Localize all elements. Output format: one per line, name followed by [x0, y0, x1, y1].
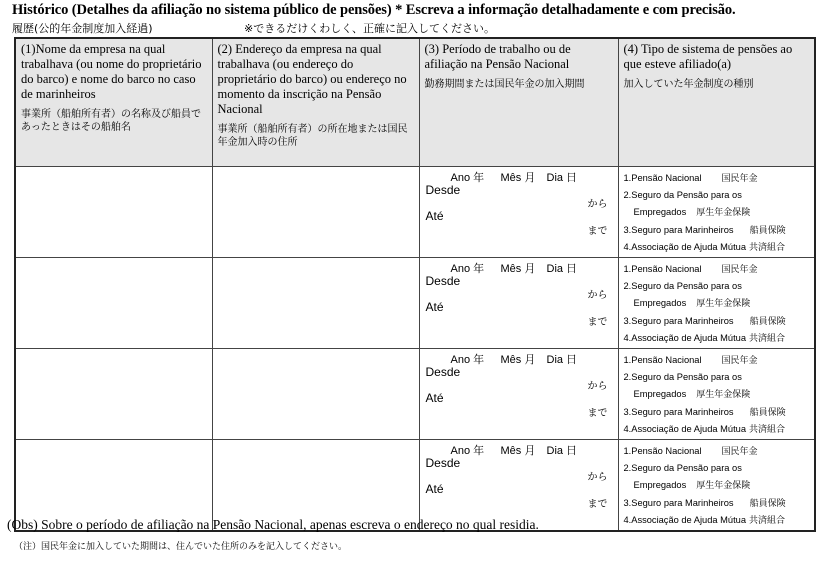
option-label: 4.Associação de Ajuda Mútua	[623, 241, 746, 252]
option-label: 2.Seguro da Pensão para os	[623, 281, 742, 292]
pension-type-option[interactable]	[624, 443, 815, 460]
day-label: Dia 日	[546, 354, 578, 366]
company-address-field[interactable]	[212, 167, 419, 258]
from-label: Desde	[425, 456, 461, 470]
month-label: Mês 月	[500, 263, 536, 275]
option-label: 4.Associação de Ajuda Mútua	[623, 423, 746, 434]
pension-type-option[interactable]	[624, 261, 815, 278]
note-jp: （注）国民年金に加入していた期間は、住んでいた住所のみを記入してください。	[14, 542, 348, 552]
option-label: 2.Seguro da Pensão para os	[623, 463, 742, 474]
month-label: Mês 月	[500, 445, 536, 457]
option-label: 3.Seguro para Marinheiros	[623, 406, 734, 417]
option-label-jp: 厚生年金保険	[696, 390, 751, 401]
from-label-jp: から	[587, 381, 608, 392]
header-company-name	[15, 38, 212, 167]
option-label: 2.Seguro da Pensão para os	[623, 372, 742, 383]
from-label: Desde	[425, 365, 461, 379]
option-label-jp: 国民年金	[721, 174, 758, 184]
from-label: Desde	[425, 274, 461, 288]
pension-type-option[interactable]	[624, 369, 815, 386]
option-label: Empregados	[633, 207, 687, 218]
option-label: 3.Seguro para Marinheiros	[623, 224, 734, 235]
from-label-jp: から	[587, 472, 608, 483]
header-text-jp: 加入していた年金制度の種別	[623, 79, 754, 90]
pension-type-field	[618, 258, 815, 349]
option-label-jp: 船員保険	[749, 316, 786, 327]
pension-type-option[interactable]	[624, 313, 815, 330]
header-pension-type	[618, 38, 815, 167]
option-label-jp: 国民年金	[721, 356, 758, 366]
header-text: (4) Tipo de sistema de pensões ao que esteve afiliado(a)	[623, 42, 793, 71]
option-label-jp: 国民年金	[721, 447, 758, 457]
pension-type-option[interactable]	[624, 421, 815, 438]
until-label: Até	[425, 300, 444, 314]
day-label: Dia 日	[546, 172, 578, 184]
option-label-jp: 共済組合	[749, 242, 786, 253]
header-text-jp: 事業所（船舶所有者）の名称及び船員であったときはその船舶名	[21, 109, 201, 133]
pension-type-option[interactable]	[624, 495, 815, 512]
obs-note: (Obs) Sobre o período de afiliação na Pensão Nacional, apenas escreva o endereço no qual residia.	[7, 517, 539, 532]
month-label: Mês 月	[500, 354, 536, 366]
form-title: Histórico (Detalhes da afiliação no sistema público de pensões) * Escreva a informação detalhadamente e com precisão.	[12, 2, 736, 18]
pension-type-option[interactable]	[624, 295, 815, 312]
header-text: (1)Nome da empresa na qual trabalhava (ou nome do proprietário do barco) e nome do barco no caso de marinheiros	[21, 42, 202, 101]
option-label: 3.Seguro para Marinheiros	[623, 497, 734, 508]
company-name-field[interactable]	[15, 349, 212, 440]
option-label: 1.Pensão Nacional	[623, 173, 702, 183]
pension-type-field	[618, 349, 815, 440]
header-text: (3) Período de trabalho ou de afiliação na Pensão Nacional	[424, 42, 571, 71]
company-address-field[interactable]	[212, 258, 419, 349]
option-label-jp: 船員保険	[749, 407, 786, 418]
header-period	[419, 38, 618, 167]
day-label: Dia 日	[546, 445, 578, 457]
option-label: 1.Pensão Nacional	[623, 355, 702, 365]
option-label-jp: 共済組合	[749, 333, 786, 344]
option-label: Empregados	[633, 389, 687, 400]
option-label: 3.Seguro para Marinheiros	[623, 315, 734, 326]
option-label: Empregados	[633, 298, 687, 309]
option-label-jp: 共済組合	[749, 515, 786, 526]
company-address-field[interactable]	[212, 349, 419, 440]
table-row	[15, 258, 815, 349]
pension-type-option[interactable]	[624, 204, 815, 221]
header-text-jp: 事業所（船舶所有者）の所在地または国民年金加入時の住所	[217, 124, 408, 148]
option-label: 1.Pensão Nacional	[623, 446, 702, 456]
period-field[interactable]	[419, 349, 618, 440]
pension-type-option[interactable]	[624, 239, 815, 256]
pension-type-option[interactable]	[624, 170, 815, 187]
until-label: Até	[425, 482, 444, 496]
header-text-jp: 勤務期間または国民年金の加入期間	[424, 79, 585, 90]
option-label-jp: 厚生年金保険	[696, 299, 751, 310]
until-label-jp: まで	[587, 499, 608, 510]
period-field[interactable]	[419, 167, 618, 258]
option-label-jp: 厚生年金保険	[696, 481, 751, 492]
pension-type-option[interactable]	[624, 330, 815, 347]
year-label: Ano 年	[450, 172, 485, 184]
pension-type-option[interactable]	[624, 386, 815, 403]
option-label-jp: 共済組合	[749, 424, 786, 435]
company-name-field[interactable]	[15, 258, 212, 349]
pension-type-option[interactable]	[624, 512, 815, 529]
pension-type-option[interactable]	[624, 460, 815, 477]
option-label-jp: 厚生年金保険	[696, 208, 751, 219]
header-text: (2) Endereço da empresa na qual trabalhava (ou endereço do proprietário do barco) ou endereço no momento da inscrição na Pensão Nacional	[217, 42, 407, 116]
table-row	[15, 349, 815, 440]
pension-type-field	[618, 167, 815, 258]
option-label: 4.Associação de Ajuda Mútua	[623, 332, 746, 343]
pension-type-option[interactable]	[624, 477, 815, 494]
until-label-jp: まで	[587, 226, 608, 237]
subtitle-jp: 履歴(公的年金制度加入経過)	[12, 22, 153, 35]
option-label-jp: 船員保険	[749, 225, 786, 236]
pension-type-option[interactable]	[624, 187, 815, 204]
option-label: 4.Associação de Ajuda Mútua	[623, 514, 746, 525]
year-label: Ano 年	[450, 445, 485, 457]
pension-type-option[interactable]	[624, 278, 815, 295]
option-label-jp: 国民年金	[721, 265, 758, 275]
until-label-jp: まで	[587, 408, 608, 419]
option-label: Empregados	[633, 480, 687, 491]
until-label: Até	[425, 209, 444, 223]
month-label: Mês 月	[500, 172, 536, 184]
option-label: 2.Seguro da Pensão para os	[623, 190, 742, 201]
period-field[interactable]	[419, 258, 618, 349]
from-label: Desde	[425, 183, 461, 197]
option-label-jp: 船員保険	[749, 498, 786, 509]
header-company-address	[212, 38, 419, 167]
day-label: Dia 日	[546, 263, 578, 275]
history-table	[14, 37, 816, 532]
option-label: 1.Pensão Nacional	[623, 264, 702, 274]
instruction-jp: ※できるだけくわしく、正確に記入してください。	[244, 22, 495, 35]
from-label-jp: から	[587, 290, 608, 301]
pension-type-field	[618, 440, 815, 532]
from-label-jp: から	[587, 199, 608, 210]
pension-type-option[interactable]	[624, 222, 815, 239]
year-label: Ano 年	[450, 354, 485, 366]
pension-type-option[interactable]	[624, 352, 815, 369]
until-label-jp: まで	[587, 317, 608, 328]
year-label: Ano 年	[450, 263, 485, 275]
pension-type-option[interactable]	[624, 404, 815, 421]
until-label: Até	[425, 391, 444, 405]
company-name-field[interactable]	[15, 167, 212, 258]
table-row	[15, 167, 815, 258]
